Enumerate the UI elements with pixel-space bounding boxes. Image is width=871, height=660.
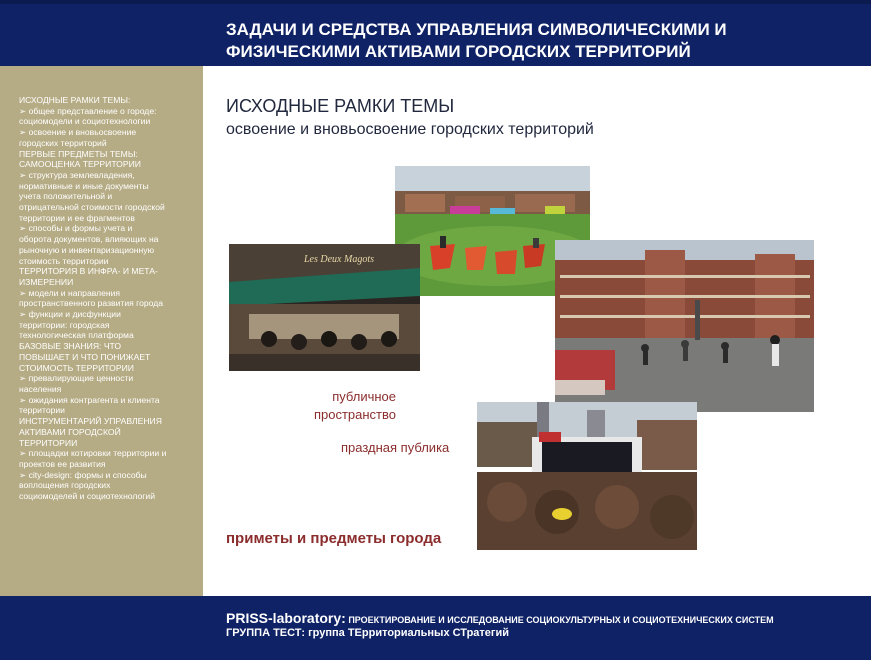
sidebar-line: стоимость территории xyxy=(19,255,109,266)
footer-lab-name: PRISS-laboratory: xyxy=(226,610,346,626)
sidebar-line: ➢ превалирующие ценности xyxy=(19,373,134,384)
slide-title-line-1: ЗАДАЧИ И СРЕДСТВА УПРАВЛЕНИЯ СИМВОЛИЧЕСКИМИ И xyxy=(226,20,727,39)
sidebar-line: территории xyxy=(19,405,65,416)
sidebar-line: отрицательной стоимости городской xyxy=(19,202,165,213)
sidebar-line: рыночную и инвентаризационную xyxy=(19,244,155,255)
sidebar-line: ТЕРРИТОРИЯ В ИНФРА- И МЕТА- xyxy=(19,266,158,277)
footer-lab-description: ПРОЕКТИРОВАНИЕ И ИССЛЕДОВАНИЕ СОЦИОКУЛЬТУРНЫХ И СОЦИОТЕХНИЧЕСКИХ СИСТЕМ xyxy=(345,615,774,625)
sidebar-line: ➢ способы и формы учета и xyxy=(19,223,133,234)
cafe-sign-text: Les Deux Magots xyxy=(304,254,374,265)
sidebar-line: городских территорий xyxy=(19,137,107,148)
sidebar xyxy=(0,66,203,596)
caption-city-signs: приметы и предметы города xyxy=(226,530,442,547)
slide-title-line-2: ФИЗИЧЕСКИМИ АКТИВАМИ ГОРОДСКИХ ТЕРРИТОРИЙ xyxy=(226,42,691,61)
sidebar-line: оборота документов, влияющих на xyxy=(19,234,159,245)
sidebar-line: учета положительной и xyxy=(19,191,113,202)
footer-lab-line xyxy=(226,610,774,628)
photo-paris-cafe xyxy=(229,244,420,371)
sidebar-line: нормативные и иные документы xyxy=(19,180,149,191)
footer-group-line: ГРУППА ТЕСТ: группа ТЕрриториальных СТратегий xyxy=(226,627,510,639)
photo-city-square-crowd xyxy=(477,402,697,550)
sidebar-line: социомодели и социотехнологии xyxy=(19,116,151,127)
sidebar-line: ПЕРВЫЕ ПРЕДМЕТЫ ТЕМЫ: xyxy=(19,148,138,159)
sidebar-line: воплощения городских xyxy=(19,480,111,491)
sidebar-line: пространственного развития города xyxy=(19,298,164,309)
sidebar-line: ➢ модели и направления xyxy=(19,287,121,298)
sidebar-line: ИСХОДНЫЕ РАМКИ ТЕМЫ: xyxy=(19,95,131,105)
footer-bar xyxy=(0,596,871,660)
sidebar-line: СТОИМОСТЬ ТЕРРИТОРИИ xyxy=(19,362,134,373)
sidebar-line: ➢ city-design: формы и способы xyxy=(19,469,147,480)
sidebar-line: АКТИВАМИ ГОРОДСКОЙ xyxy=(19,426,121,437)
sidebar-line: ИЗМЕРЕНИИ xyxy=(19,276,74,287)
caption-public-space-line-2: пространство xyxy=(313,407,396,422)
slide-title xyxy=(226,19,856,63)
caption-public-space-line-1: публичное xyxy=(332,389,396,404)
sidebar-line: ТЕРРИТОРИИ xyxy=(19,437,78,448)
caption-idle-public: праздная публика xyxy=(341,440,450,455)
sidebar-line: ИНСТРУМЕНТАРИЙ УПРАВЛЕНИЯ xyxy=(19,416,162,427)
sidebar-line: ➢ общее представление о городе: xyxy=(19,105,157,116)
sidebar-line: технологическая платформа xyxy=(19,330,134,341)
caption-public-space xyxy=(300,388,396,424)
main-title: ИСХОДНЫЕ РАМКИ ТЕМЫ xyxy=(226,96,455,116)
sidebar-line: ➢ ожидания контрагента и клиента xyxy=(19,394,160,405)
sidebar-line: ➢ функции и дисфункции xyxy=(19,309,121,320)
sidebar-line: САМООЦЕНКА ТЕРРИТОРИИ xyxy=(19,159,141,170)
sidebar-line: БАЗОВЫЕ ЗНАНИЯ: ЧТО xyxy=(19,341,122,352)
sidebar-line: проектов ее развития xyxy=(19,458,106,469)
header-bar xyxy=(0,4,871,66)
sidebar-line: территории: городская xyxy=(19,319,110,330)
photo-plaza-mayor xyxy=(555,240,814,412)
sidebar-line: ➢ площадки котировки территории и xyxy=(19,448,167,459)
sidebar-line: территории и ее фрагментов xyxy=(19,212,135,223)
sidebar-outline xyxy=(19,95,195,502)
main-subtitle: освоение и вновьосвоение городских территорий xyxy=(226,121,594,138)
sidebar-line: ➢ структура землевладения, xyxy=(19,169,135,180)
sidebar-line: социомоделей и социотехнологий xyxy=(19,491,156,502)
sidebar-line: ➢ освоение и вновьосвоение xyxy=(19,127,137,138)
sidebar-line: ПОВЫШАЕТ И ЧТО ПОНИЖАЕТ xyxy=(19,351,151,362)
sidebar-line: населения xyxy=(19,383,62,394)
